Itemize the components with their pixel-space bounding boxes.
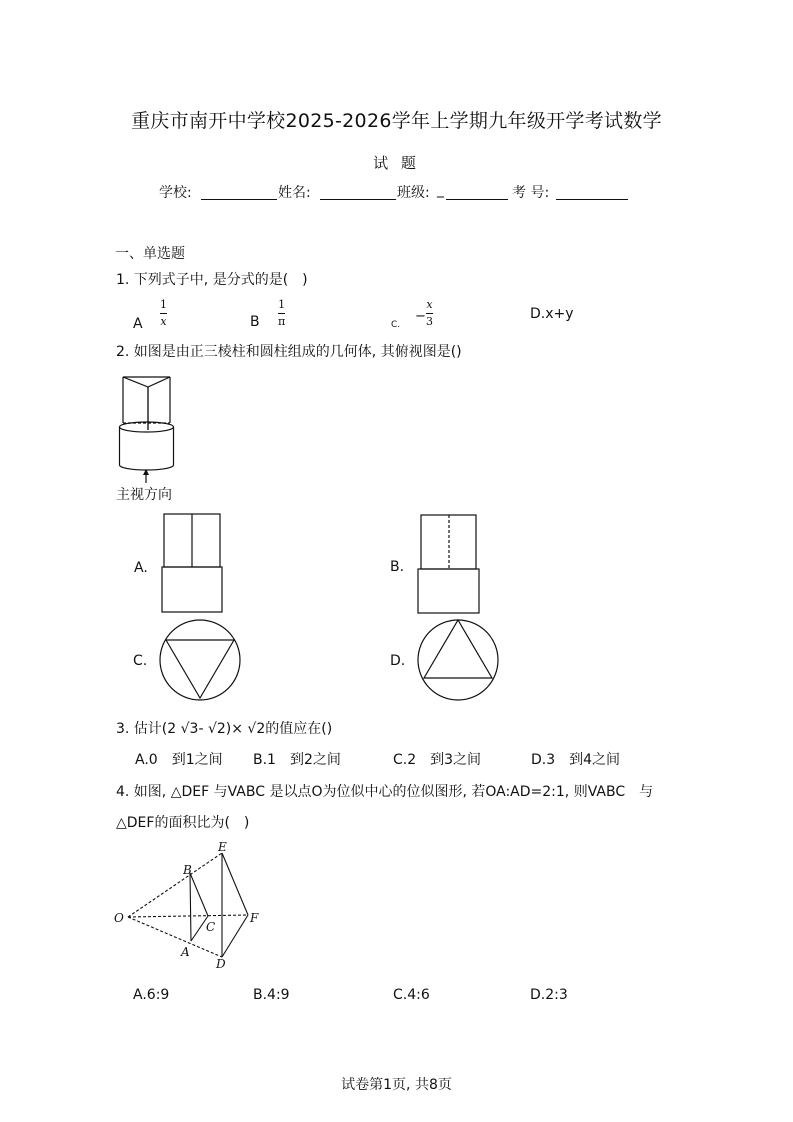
q3-option-a[interactable]: A.0 到1之间 bbox=[135, 752, 223, 768]
page-footer: 试卷第1页, 共8页 bbox=[341, 1077, 452, 1093]
q1-c-sign: − bbox=[415, 309, 426, 324]
exam-no-label: 考 号: bbox=[512, 185, 550, 201]
class-blank[interactable] bbox=[446, 185, 508, 200]
q2-view-caption: 主视方向 bbox=[116, 487, 172, 503]
q2-option-d-figure[interactable] bbox=[416, 618, 500, 702]
q1-c-denominator: 3 bbox=[426, 315, 433, 328]
point-o-label: O bbox=[114, 911, 124, 925]
q2-solid-figure bbox=[110, 370, 190, 485]
q1-option-a-fraction bbox=[160, 298, 167, 329]
q1-a-denominator: x bbox=[160, 315, 167, 328]
q1-a-numerator: 1 bbox=[160, 298, 167, 311]
fraction-bar bbox=[160, 313, 167, 314]
q2-option-c-figure[interactable] bbox=[158, 618, 242, 702]
q1-option-c-label[interactable]: C. bbox=[391, 320, 401, 330]
point-d-label: D bbox=[216, 957, 226, 971]
point-a-label: A bbox=[181, 945, 190, 959]
fraction-bar bbox=[426, 313, 433, 314]
school-blank[interactable] bbox=[201, 185, 277, 200]
exam-no-blank[interactable] bbox=[556, 185, 628, 200]
q1-option-d[interactable]: D.x+y bbox=[530, 306, 574, 322]
q4-option-b[interactable]: B.4:9 bbox=[253, 987, 290, 1003]
exam-subtitle: 试 题 bbox=[373, 154, 420, 172]
name-label: 姓名: bbox=[278, 185, 311, 201]
q1-option-b-label[interactable]: B bbox=[250, 314, 260, 330]
q3-stem: 3. 估计(2 √3- √2)× √2的值应在() bbox=[116, 721, 333, 737]
q3-option-d[interactable]: D.3 到4之间 bbox=[531, 752, 621, 768]
exam-title: 重庆市南开中学校2025-2026学年上学期九年级开学考试数学 bbox=[131, 110, 662, 132]
q2-option-a-figure[interactable] bbox=[160, 512, 224, 614]
q2-option-b-figure[interactable] bbox=[416, 513, 482, 615]
q1-c-numerator: x bbox=[426, 298, 433, 311]
q3-option-b[interactable]: B.1 到2之间 bbox=[253, 752, 341, 768]
q1-b-denominator: π bbox=[278, 315, 286, 328]
section-heading: 一、单选题 bbox=[115, 246, 185, 262]
school-label: 学校: bbox=[159, 185, 192, 201]
class-label: 班级: bbox=[397, 185, 430, 201]
q4-option-a[interactable]: A.6:9 bbox=[133, 987, 170, 1003]
q1-b-numerator: 1 bbox=[278, 298, 286, 311]
q4-option-d[interactable]: D.2:3 bbox=[530, 987, 568, 1003]
q4-option-c[interactable]: C.4:6 bbox=[393, 987, 430, 1003]
name-blank[interactable] bbox=[320, 185, 396, 200]
class-prefix: _ bbox=[437, 182, 444, 198]
q1-option-c-fraction bbox=[426, 298, 433, 329]
q1-stem: 1. 下列式子中, 是分式的是( ) bbox=[116, 272, 308, 288]
q4-stem-line2: △DEF的面积比为( ) bbox=[116, 815, 250, 831]
point-c-label: C bbox=[206, 920, 216, 934]
q2-option-a-label[interactable]: A. bbox=[134, 560, 148, 576]
q2-option-b-label[interactable]: B. bbox=[390, 559, 405, 575]
q1-option-a-label[interactable]: A bbox=[133, 316, 143, 332]
q4-similar-triangles-figure bbox=[108, 836, 270, 972]
q1-option-b-fraction bbox=[278, 298, 285, 329]
point-e-label: E bbox=[218, 840, 227, 854]
fraction-bar bbox=[278, 313, 285, 314]
q2-option-d-label[interactable]: D. bbox=[390, 653, 406, 669]
q4-stem-line1: 4. 如图, △DEF 与VABC 是以点O为位似中心的位似图形, 若OA:AD=2:1, 则VABC 与 bbox=[116, 784, 654, 800]
q3-option-c[interactable]: C.2 到3之间 bbox=[393, 752, 482, 768]
point-b-label: B bbox=[183, 863, 192, 877]
point-f-label: F bbox=[250, 911, 259, 925]
q2-stem: 2. 如图是由正三棱柱和圆柱组成的几何体, 其俯视图是() bbox=[116, 344, 462, 360]
q2-option-c-label[interactable]: C. bbox=[133, 653, 148, 669]
